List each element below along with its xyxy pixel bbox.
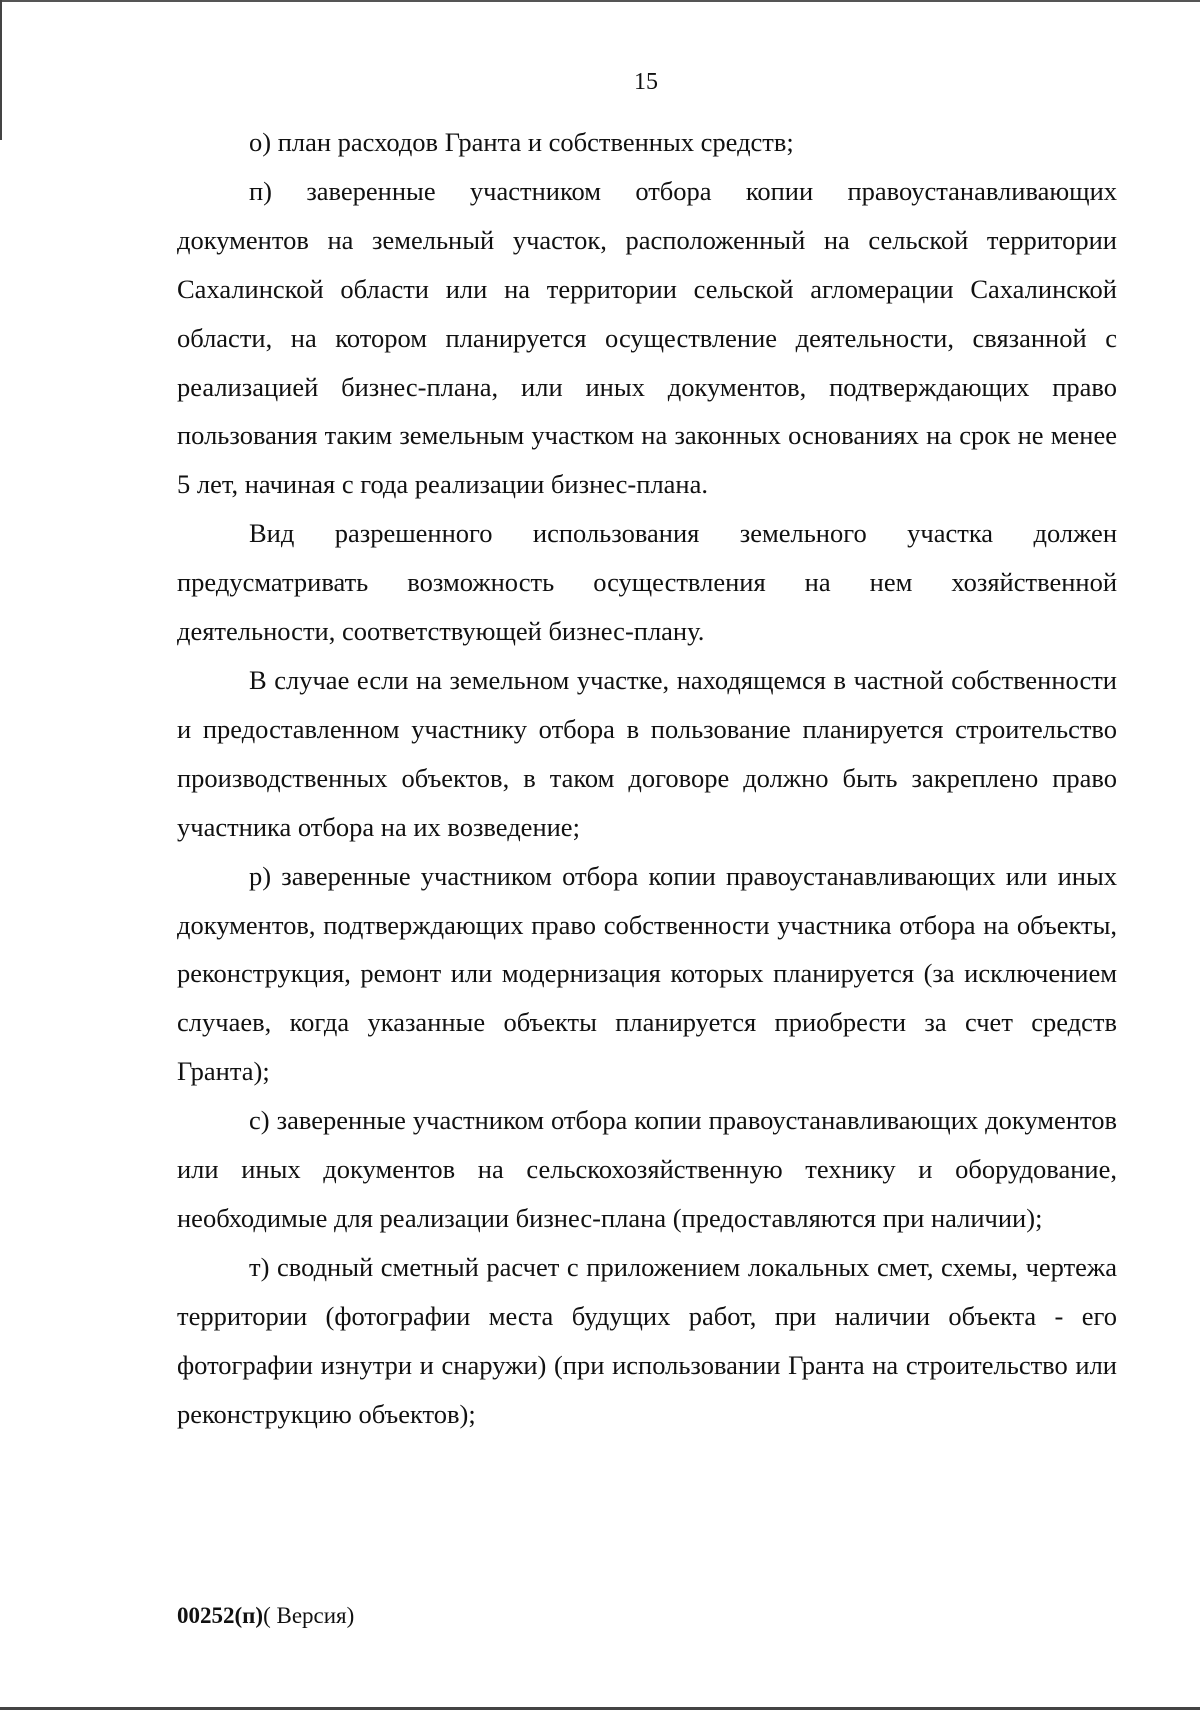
scan-edge-top <box>0 0 1200 2</box>
paragraph-p: п) заверенные участником отбора копии правоустанавливающих документов на земельный участок, расположенный на сельской территории Сахалинской области или на территории сельской агломерации Сахалинской области, на котором планируется осуществление деятельности, связанной с реализацией бизнес-плана, или иных документов, подтверждающих право пользования таким земельным участком на законных основаниях на срок не менее 5 лет, начиная с года реализации бизнес-плана. <box>177 175 1117 500</box>
document-footer <box>177 1600 354 1632</box>
document-body <box>177 118 1117 1438</box>
paragraph-o: о) план расходов Гранта и собственных средств; <box>249 127 794 157</box>
paragraph-private-property: В случае если на земельном участке, находящемся в частной собственности и предоставленном участнику отбора в пользование планируется строительство производственных объектов, в таком договоре должно быть закреплено право участника отбора на их возведение; <box>177 664 1117 842</box>
paragraph-s: с) заверенные участником отбора копии правоустанавливающих документов или иных документов на сельскохозяйственную технику и оборудование, необходимые для реализации бизнес-плана (предоставляются при наличии); <box>177 1105 1117 1233</box>
document-version: ( Версия) <box>263 1603 355 1628</box>
page-number: 15 <box>634 69 658 95</box>
paragraph-r: р) заверенные участником отбора копии правоустанавливающих или иных документов, подтверждающих право собственности участника отбора на объекты, реконструкция, ремонт или модернизация которых планируется (за исключением случаев, когда указанные объекты планируется приобрести за счет средств Гранта); <box>177 860 1117 1087</box>
paragraph-land-use: Вид разрешенного использования земельного участка должен предусматривать возможность осуществления на нем хозяйственной деятельности, соответствующей бизнес-плану. <box>177 518 1117 647</box>
document-code: 00252(п) <box>177 1603 264 1628</box>
paragraph-t: т) сводный сметный расчет с приложением локальных смет, схемы, чертежа территории (фотографии места будущих работ, при наличии объекта - его фотографии изнутри и снаружи) (при использовании Гранта на строительство или реконструкцию объектов); <box>177 1251 1117 1429</box>
